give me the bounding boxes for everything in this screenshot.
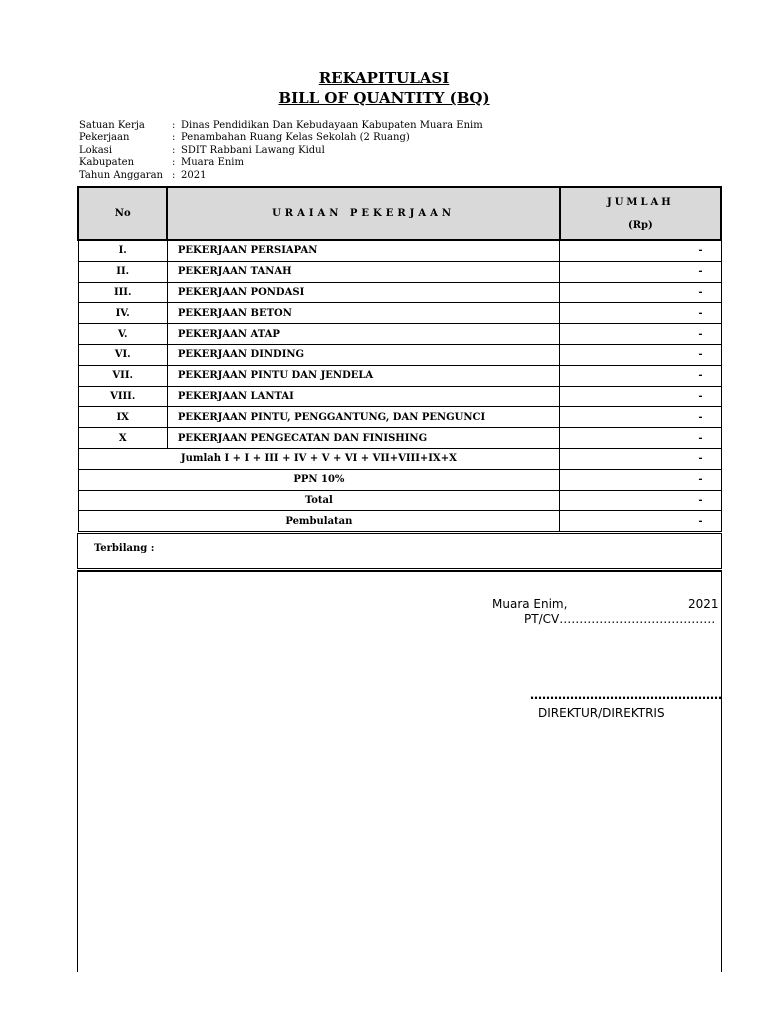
row-description: PEKERJAAN TANAH — [167, 261, 559, 282]
row-no: VIII. — [78, 386, 167, 407]
info-value: Dinas Pendidikan Dan Kebudayaan Kabupaten Muara Enim — [181, 120, 483, 131]
row-description: PEKERJAAN PERSIAPAN — [167, 240, 559, 261]
table-row — [78, 365, 721, 386]
row-amount: - — [560, 282, 721, 303]
row-amount: - — [560, 365, 721, 386]
row-description: PEKERJAAN ATAP — [167, 324, 559, 345]
info-row-pekerjaan — [79, 132, 483, 144]
signature-role: DIREKTUR/DIREKTRIS — [538, 706, 665, 720]
row-amount: - — [560, 240, 721, 261]
row-amount: - — [560, 261, 721, 282]
row-no: V. — [78, 324, 167, 345]
table-header-row — [78, 187, 721, 240]
bq-table — [77, 186, 722, 532]
rounding-label: Pembulatan — [78, 511, 560, 532]
total-value: - — [560, 490, 721, 511]
info-colon: : — [172, 157, 176, 169]
info-value: 2021 — [181, 169, 207, 181]
row-amount: - — [560, 428, 721, 449]
sum-label: Jumlah I + I + III + IV + V + VI + VII+VIII+IX+X — [78, 448, 560, 469]
rounding-row — [78, 511, 721, 532]
row-amount: - — [560, 303, 721, 324]
table-row — [78, 428, 721, 449]
row-no: IX — [78, 407, 167, 428]
header-amount-label: JUMLAH — [606, 196, 674, 208]
info-colon: : — [172, 144, 176, 156]
rounding-value: - — [560, 511, 721, 532]
header-amount — [560, 187, 721, 240]
table-row — [78, 386, 721, 407]
signature-city: Muara Enim, — [492, 597, 568, 611]
info-label: Satuan Kerja — [79, 120, 145, 131]
row-no: II. — [78, 261, 167, 282]
row-description: PEKERJAAN PINTU, PENGGANTUNG, DAN PENGUNCI — [167, 407, 559, 428]
row-no: VI. — [78, 344, 167, 365]
title-line1: REKAPITULASI — [318, 69, 450, 87]
row-amount: - — [560, 386, 721, 407]
table-row — [78, 324, 721, 345]
row-description: PEKERJAAN PONDASI — [167, 282, 559, 303]
ppn-value: - — [560, 469, 721, 490]
row-amount: - — [560, 344, 721, 365]
info-row-kabupaten — [79, 157, 483, 169]
row-no: X — [78, 428, 167, 449]
row-no: I. — [78, 240, 167, 261]
signature-year: 2021 — [688, 597, 719, 611]
row-no: IV. — [78, 303, 167, 324]
info-label: Pekerjaan — [79, 132, 130, 144]
sum-value: - — [560, 448, 721, 469]
project-info — [79, 120, 483, 182]
terbilang-label: Terbilang : — [94, 543, 155, 554]
row-description: PEKERJAAN DINDING — [167, 344, 559, 365]
info-label: Tahun Anggaran — [79, 169, 163, 181]
info-label: Lokasi — [79, 144, 113, 156]
ppn-row — [78, 469, 721, 490]
row-amount: - — [560, 324, 721, 345]
header-description: URAIAN PEKERJAAN — [167, 187, 559, 240]
signature-line: ………………………………………… — [530, 688, 722, 702]
table-row — [78, 344, 721, 365]
row-description: PEKERJAAN PENGECATAN DAN FINISHING — [167, 428, 559, 449]
row-description: PEKERJAAN BETON — [167, 303, 559, 324]
info-value: Penambahan Ruang Kelas Sekolah (2 Ruang) — [181, 132, 410, 144]
signature-box — [77, 570, 722, 972]
row-no: VII. — [78, 365, 167, 386]
info-value: SDIT Rabbani Lawang Kidul — [181, 144, 325, 156]
info-colon: : — [172, 120, 176, 131]
signature-company: PT/CV………………………………… — [524, 612, 716, 626]
info-label: Kabupaten — [79, 157, 135, 169]
info-value: Muara Enim — [181, 157, 244, 169]
info-row-tahun-anggaran — [79, 170, 483, 182]
row-no: III. — [78, 282, 167, 303]
row-amount: - — [560, 407, 721, 428]
info-row-satuan-kerja — [79, 120, 483, 132]
title-line2: BILL OF QUANTITY (BQ) — [278, 89, 490, 107]
table-row — [78, 240, 721, 261]
table-row — [78, 407, 721, 428]
table-row — [78, 282, 721, 303]
info-row-lokasi — [79, 145, 483, 157]
ppn-label: PPN 10% — [78, 469, 560, 490]
terbilang-box — [77, 533, 722, 569]
row-description: PEKERJAAN LANTAI — [167, 386, 559, 407]
table-row — [78, 303, 721, 324]
table-row — [78, 261, 721, 282]
total-row — [78, 490, 721, 511]
row-description: PEKERJAAN PINTU DAN JENDELA — [167, 365, 559, 386]
total-label: Total — [78, 490, 560, 511]
sum-row — [78, 448, 721, 469]
info-colon: : — [172, 132, 176, 144]
header-no: No — [78, 187, 167, 240]
info-colon: : — [172, 169, 176, 181]
header-amount-unit: (Rp) — [627, 219, 653, 231]
